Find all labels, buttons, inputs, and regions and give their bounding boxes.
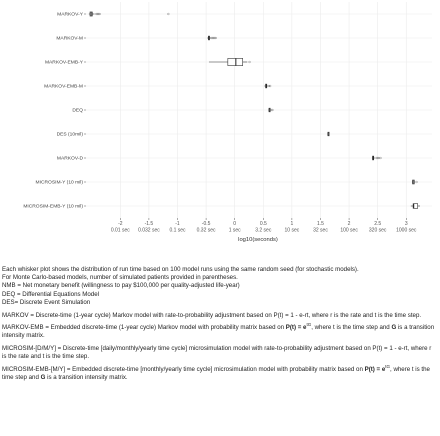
x-tick-seconds-label: 0.01 sec	[110, 227, 130, 234]
x-tick-label: 3	[404, 221, 408, 227]
note-nmb: NMB = Net monetary benefit (willingness to pay $100,000 per quality-adjusted life-year)	[2, 282, 240, 290]
x-tick-seconds-label: 0.1 sec	[169, 227, 186, 234]
x-tick-label: 2.5	[374, 221, 382, 227]
y-tick-label: MARKOV-D	[56, 156, 83, 162]
x-tick-seconds-label: 100 sec	[340, 227, 358, 234]
note-runs: Each whisker plot shows the distribution of run time based on 100 model runs using the same random seed (for stochastic models).	[2, 266, 359, 273]
note-microsim-emb-a: MICROSIM-EMB-[M/Y] = Embedded discrete-time [monthly/yearly time cycle] microsimulation model with probability matrix based on	[2, 366, 363, 374]
note-markov-emb-exp: tG	[306, 322, 312, 328]
note-markov: MARKOV = Discrete-time (1-year cycle) Markov model with rate-to-probability adjustment based on P(t) = 1 - e-rt, where r is the rate and t is the time step.	[2, 311, 422, 319]
x-tick-label: -1.5	[144, 221, 154, 227]
x-tick-label: 2	[347, 221, 351, 227]
y-tick-label: MARKOV-EMB-M	[44, 84, 83, 90]
note-markov-emb-c: is a transition intensity matrix.	[2, 324, 435, 340]
x-tick-seconds-label: 0.032 sec	[138, 227, 160, 234]
note-markov-emb-a: MARKOV-EMB = Embedded discrete-time (1-year cycle) Markov model with probability matrix based on	[2, 324, 285, 332]
x-tick-label: 1	[290, 221, 294, 227]
note-microsim: MICROSIM-[D/M/Y] = Discrete-time [daily/monthly/yearly time cycle] microsimulation model with rate-to-probability adjustment based on P(t) = 1 - e-rt, where r is the rate and t is the time step.	[2, 345, 432, 361]
note-microsim-emb-exp: tG	[385, 363, 391, 369]
note-microsim-emb-b: , where t is the time step and	[2, 366, 430, 382]
note-deq: DEQ = Differential Equations Model	[2, 290, 99, 298]
note-microsim-emb-c: is a transition intensity matrix.	[47, 374, 128, 382]
x-tick-seconds-label: 1000 sec	[396, 227, 417, 234]
y-tick-label: DEQ	[72, 108, 83, 114]
y-tick-label: MICROSIM-EMB-Y (10 mil)	[23, 204, 83, 210]
note-markov-emb-b: , where t is the time step and	[311, 324, 390, 332]
x-axis-ticks	[111, 218, 417, 234]
x-tick-seconds-label: 320 sec	[368, 227, 387, 234]
y-tick-label: MICROSIM-Y (10 mil)	[35, 180, 83, 186]
x-tick-seconds-label: 3.2 sec	[255, 227, 272, 234]
x-tick-label: -2	[118, 221, 123, 227]
note-des: DES= Discrete Event Simulation	[2, 298, 91, 306]
note-markov-emb-formula: P(t) = e	[285, 324, 307, 332]
x-tick-label: -0.5	[201, 221, 211, 227]
x-tick-label: 1.5	[317, 221, 324, 227]
y-tick-label: DES (10mil)	[56, 132, 83, 138]
box	[228, 58, 243, 65]
y-tick-label: MARKOV-EMB-Y	[44, 60, 83, 66]
x-tick-seconds-label: 0.32 sec	[196, 227, 216, 234]
y-axis-labels	[23, 12, 86, 210]
note-microsim-emb-g: G	[40, 374, 46, 382]
note-microsim-emb	[2, 363, 436, 382]
note-monte-carlo: For Monte Carlo-based models, number of simulated patients provided in parentheses.	[2, 274, 238, 282]
note-microsim-emb-formula: P(t) = e	[364, 366, 386, 374]
x-tick-seconds-label: 1 sec	[228, 227, 241, 234]
x-tick-seconds-label: 32 sec	[313, 227, 328, 234]
x-tick-label: -1	[175, 221, 180, 227]
x-tick-label: 0	[233, 221, 237, 227]
x-tick-label: 0.5	[259, 221, 267, 227]
y-tick-label: MARKOV-Y	[57, 12, 83, 18]
x-tick-seconds-label: 10 sec	[284, 227, 300, 234]
notes	[2, 266, 436, 382]
x-axis-title: log10(seconds)	[238, 237, 278, 243]
note-markov-emb	[2, 324, 436, 340]
note-markov-emb-g: G	[391, 324, 397, 332]
y-tick-label: MARKOV-M	[56, 36, 83, 42]
